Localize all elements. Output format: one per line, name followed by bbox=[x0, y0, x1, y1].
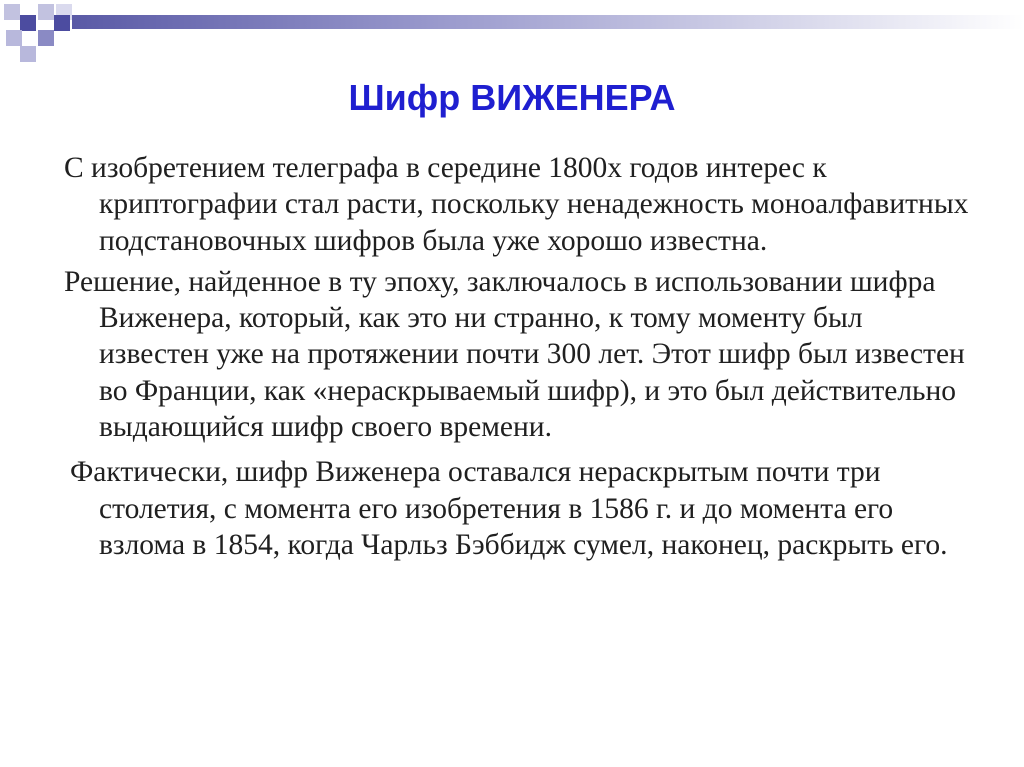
slide-body bbox=[64, 150, 969, 563]
paragraph-telegraph: С изобретением телеграфа в середине 1800х годов интерес к криптографии стал расти, поскольку ненадежность моноалфавитных подстановочных шифров была уже хорошо известна. bbox=[64, 152, 969, 257]
deco-square bbox=[38, 4, 54, 20]
paragraph-babbage: Фактически, шифр Виженера оставался нераскрытым почти три столетия, с момента его изобретения в 1586 г. и до момента его взлома в 1854, когда Чарльз Бэббидж сумел, наконец, раскрыть его. bbox=[70, 456, 948, 561]
deco-square bbox=[6, 30, 22, 46]
header-gradient-bar bbox=[72, 15, 1024, 29]
deco-square bbox=[20, 15, 36, 31]
deco-square bbox=[54, 15, 70, 31]
slide-title: Шифр ВИЖЕНЕРА bbox=[348, 77, 676, 118]
deco-square bbox=[20, 46, 36, 62]
deco-square bbox=[38, 30, 54, 46]
paragraph-solution: Решение, найденное в ту эпоху, заключалось в использовании шифра Виженера, который, как это ни странно, к тому моменту был известен уже на протяжении почти 300 лет. Этот шифр был известен во Франции, как «нераскрываемый шифр), и это был действительно выдающийся шифр своего времени. bbox=[64, 265, 965, 444]
deco-square bbox=[4, 4, 20, 20]
